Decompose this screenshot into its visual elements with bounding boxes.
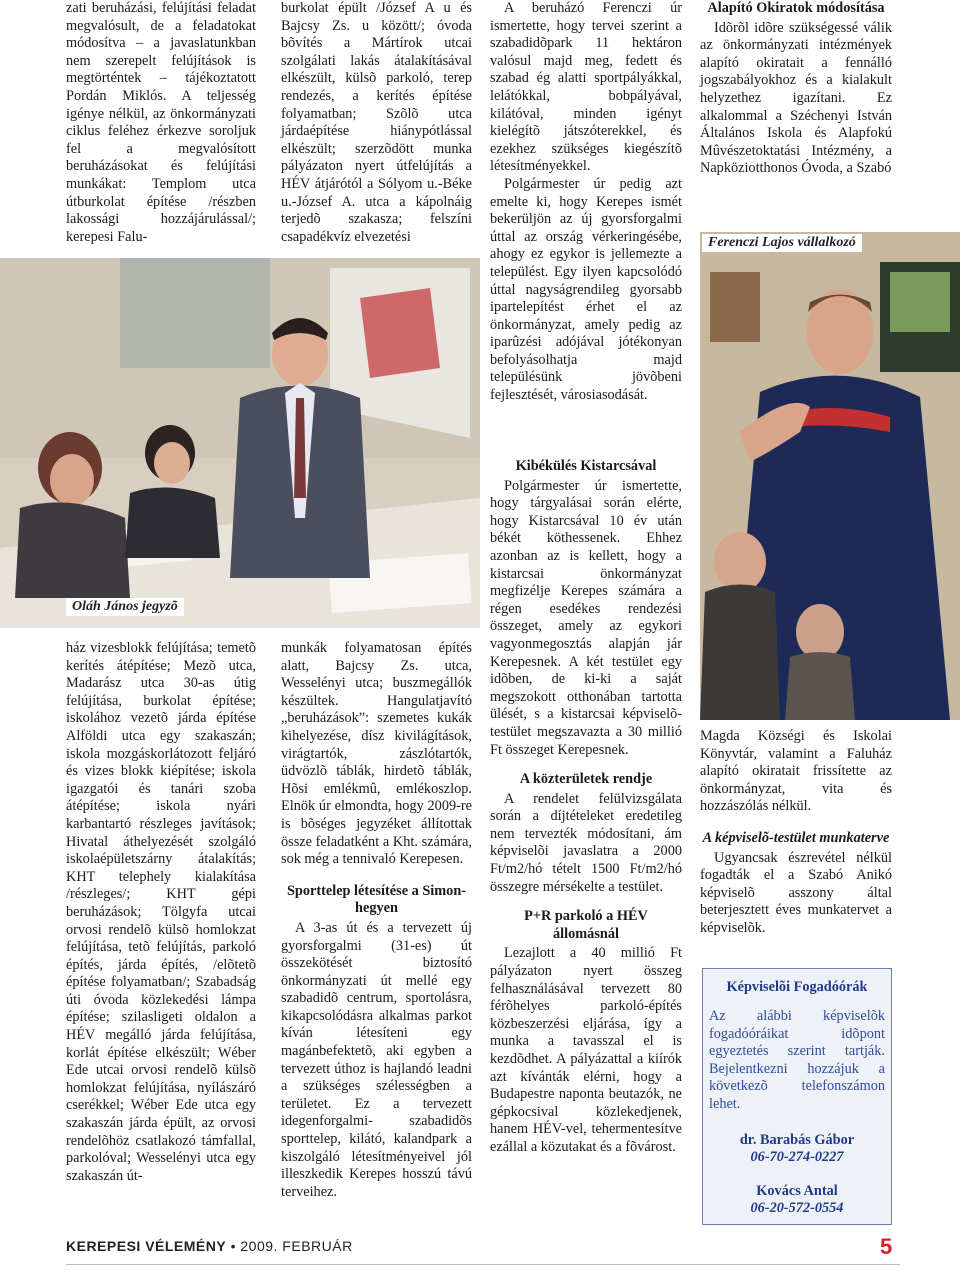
contact-phone: 06-70-274-0227 xyxy=(750,1149,844,1166)
article-paragraph: Polgármester úr pedig azt emelte ki, hogy Kerepes ismét bekerüljön az új gyorsforgalmi úttal az ország vérkeringésébe, ahogy ez egykor is jellemezte a települést. Egy ilyen kapcsolódó úttal nagyságrendileg gyorsabb ipartelepítést érhet el az önkormányzat, amely pedig az iparûzési adójával jótékonyan befolyásolhatja majd településünk jövõbeni fejlesztését, városiasodását. xyxy=(490,175,682,404)
column-4-bottom xyxy=(700,728,892,938)
article-paragraph: A 3-as út és a tervezett új gyorsforgalmi (31-es) út összekötését biztosító önkormányzati út mellé egy szabadidõ centrum, sportolásra, kikapcsolódásra alkalmas parkot kíván létesíteni egy magánbefektetõ, aki egyben a tervezett úthoz is hajlandó leadni a szükséges szélességben a területet. Ez a tervezett idegenforgalmi- szabadidõs sporttelep, kilátó, kalandpark a kiszolgáló létesítményeivel jól illeszkedik Kerepes hosszú távú terveihez. xyxy=(281,919,472,1200)
contact-2 xyxy=(703,1183,891,1218)
column-1-bottom xyxy=(66,640,256,1185)
office-hours-box xyxy=(702,968,892,1225)
article-paragraph: Ugyancsak észrevétel nélkül fogadták el a Szabó Anikó képviselõ asszony által beterjesztett éves munkatervet a képviselõk. xyxy=(700,849,892,936)
photo-caption: Oláh János jegyzõ xyxy=(66,598,184,616)
meeting-photo xyxy=(0,258,480,628)
article-paragraph: Magda Községi és Iskolai Könyvtár, valamint a Faluház alapító okiratait frissítette az önkormányzat, vita és hozzászólás nélkül. xyxy=(700,728,892,815)
contact-name: Kovács Antal xyxy=(756,1182,838,1199)
photo-caption: Ferenczi Lajos vállalkozó xyxy=(702,234,862,252)
speaker-photo xyxy=(700,232,960,720)
article-text: burkolat épült /József A u és Bajcsy Zs. u között/; óvoda bõvítés a Mártírok utcai szolgálati lakás átalakításával elkészült, külsõ parkoló, terep rendezés, a kerítés építése folyamatban; Szõlõ utca járdaépítése hiánypótlással elkészült; szerzõdött munka pályázaton nyert útfelújítás a HÉV átjárótól a Sólyom u.-Béke u.-József A. utca a kápolnáig terjedõ szakasza; felszíni csapadékvíz elvezetési xyxy=(281,0,472,245)
article-paragraph: Idõrõl idõre szükségessé válik az önkormányzati intézmények alapító okiratait a fennálló jogszabályokhoz és a kialakult helyzethez igazítani. Ez alkalommal a Széchenyi István Általános Iskola és Alapfokú Mûvészetoktatási Intézmény, a Napköziotthonos Óvoda, a Szabó xyxy=(700,19,892,177)
article-paragraph: Lezajlott a 40 millió Ft pályázaton nyert összeg felhasználásával tervezett 80 férõhelyes parkoló-építés közbeszerzési eljárása, így a munka a tavasszal el is kezdõdhet. A pályázattal a kiírók azt kívánták elérni, hogy a Budapestre naponta beutazók, ne gépkocsival közlekedjenek, hanem HÉV-vel, tehermentesítve ezállal a közutakat és a fõvárost. xyxy=(490,945,682,1155)
contact-name: dr. Barabás Gábor xyxy=(739,1131,855,1148)
article-paragraph: A rendelet felülvizsgálata során a díjtételeket eredetileg nem tervezték módosítani, ám képviselõi javaslatra a 2000 Ft/m2/hó tételt 1500 Ft/m2/hó összegre mérsékelte a testület. xyxy=(490,790,682,895)
article-paragraph: munkák folyamatosan építés alatt, Bajcsy Zs. utca, Wesselényi utca; buszmegállók készültek. Hangulatjavító „beruházások”: szemetes kukák kihelyezése, dísz kivilágítások, virágtartók, zászlótartók, üdvözlõ táblák, hirdetõ táblák, Hõsi emlékmû, emlékoszlop. Elnök úr elmondta, hogy 2009-re is bõséges jegyzéket állítottak össze feladatként a Kht. számára, sok még a tennivaló Kerepesen. xyxy=(281,640,472,868)
article-paragraph: A beruházó Ferenczi úr ismertette, hogy tervei szerint a szabadidõpark 11 hektáron valósul majd meg, fedett és szabad ég alatti sportpályákkal, lelátókkal, bobpályával, kilátóval, minden igényt kielégítõ játszóterekkel, és ezekhez szükséges kiegészítõ létesítményekkel. xyxy=(490,0,682,175)
page-number: 5 xyxy=(880,1234,893,1259)
column-3-bottom xyxy=(490,458,682,1157)
box-title: Képviselõi Fogadóórák xyxy=(726,979,868,995)
column-2-bottom xyxy=(281,640,472,1201)
section-heading: A képviselõ-testület munkaterve xyxy=(702,829,890,846)
meeting-photo-image xyxy=(0,258,480,628)
issue-date: • 2009. FEBRUÁR xyxy=(230,1238,353,1254)
section-heading: A közterületek rendje xyxy=(519,771,653,788)
column-3-top xyxy=(490,0,682,405)
contact-phone: 06-20-572-0554 xyxy=(750,1200,844,1217)
section-heading: P+R parkoló a HÉV állomásnál xyxy=(524,908,648,942)
section-heading: Kibékülés Kistarcsával xyxy=(515,458,657,474)
section-heading: Alapító Okiratok módosítása xyxy=(707,0,885,16)
section-heading: Sporttelep létesítése a Simon-hegyen xyxy=(286,882,467,917)
footer-divider xyxy=(66,1264,900,1265)
article-text: zati beruházási, felújítási feladat megvalósult, de a feladatokat módosítva – a javaslatunkban nem szerepelt felújítások is megtörténtek – tájékoztatott Pordán Miklós. A teljesség igénye nélkül, az önkormányzati ciklus feléhez érkezve soroljuk fel a megvalósított beruházásokat és felújítási munkákat: Templom utca útburkolat építése /részben lakossági hozzájárulással/; kerepesi Falu- xyxy=(66,0,256,245)
column-1-top xyxy=(66,0,256,246)
contact-1 xyxy=(703,1132,891,1167)
column-4-top xyxy=(700,0,892,178)
footer-publication xyxy=(66,1238,353,1254)
speaker-photo-image xyxy=(700,232,960,720)
box-body: Az alábbi képviselõk fogadóóráikat idõpont egyeztetés szerint tartják. Bejelentkezni hozzájuk a következõ telefonszámon lehet. xyxy=(709,1008,885,1112)
article-text: ház vizesblokk felújítása; temetõ kerítés átépítése; Mezõ utca, Madarász utca 30-as útig felújítása, burkolat építése; iskolához vezetõ járda építése Alföldi utca egy szakaszán; iskola mozgáskorlátozott feljáró és vizes blokk kiépítése; iskola igazgatói és tanári szoba átépítése; iskola nyári karbantartó részleges javítások; Hivatal áthelyezését szolgáló iskolaépületszárny átalakítás; KHT telephely kialakítása /részleges/; KHT gépi beruházások; Tölgyfa utcai orvosi rendelõ külsõ homlokzat felújítása, tetõ felújítás, parkoló építés, járda építés, /elõtetõ építése folyamatban/; Szabadság úti óvoda közlekedési lámpa építése; szilasligeti oldalon a HÉV megálló járda felújítása, korlát építése elkészült; Wéber Ede utcai orvosi rendelõ külsõ homlokzat felújítása, nyílászáró cserékkel; Wéber Ede utca egy szakaszán járda épült, az orvosi rendelõhöz csatlakozó támfallal, parkolóval; Wesselényi utca egy szakaszán út- xyxy=(66,640,256,1184)
article-paragraph: Polgármester úr ismertette, hogy tárgyalásai során elérte, hogy Kistarcsával 10 év után békét köthessenek. Ehhez azonban az is kellett, hogy a kistarcsai önkormányzat megfizélje Kerepes számára a régen esedékes rendezési összeget, amely az egykori vagyonmegosztás alapján jár Kerepesnek. A két testület egy idõben, de ki-ki a saját megszokott otthonában tartotta ülését, s a kistarcsai képviselõ-testület megszavazta a 30 millió Ft összeget Kerepesnek. xyxy=(490,477,682,758)
publication-name: KEREPESI VÉLEMÉNY xyxy=(66,1238,227,1254)
column-2-top xyxy=(281,0,472,246)
